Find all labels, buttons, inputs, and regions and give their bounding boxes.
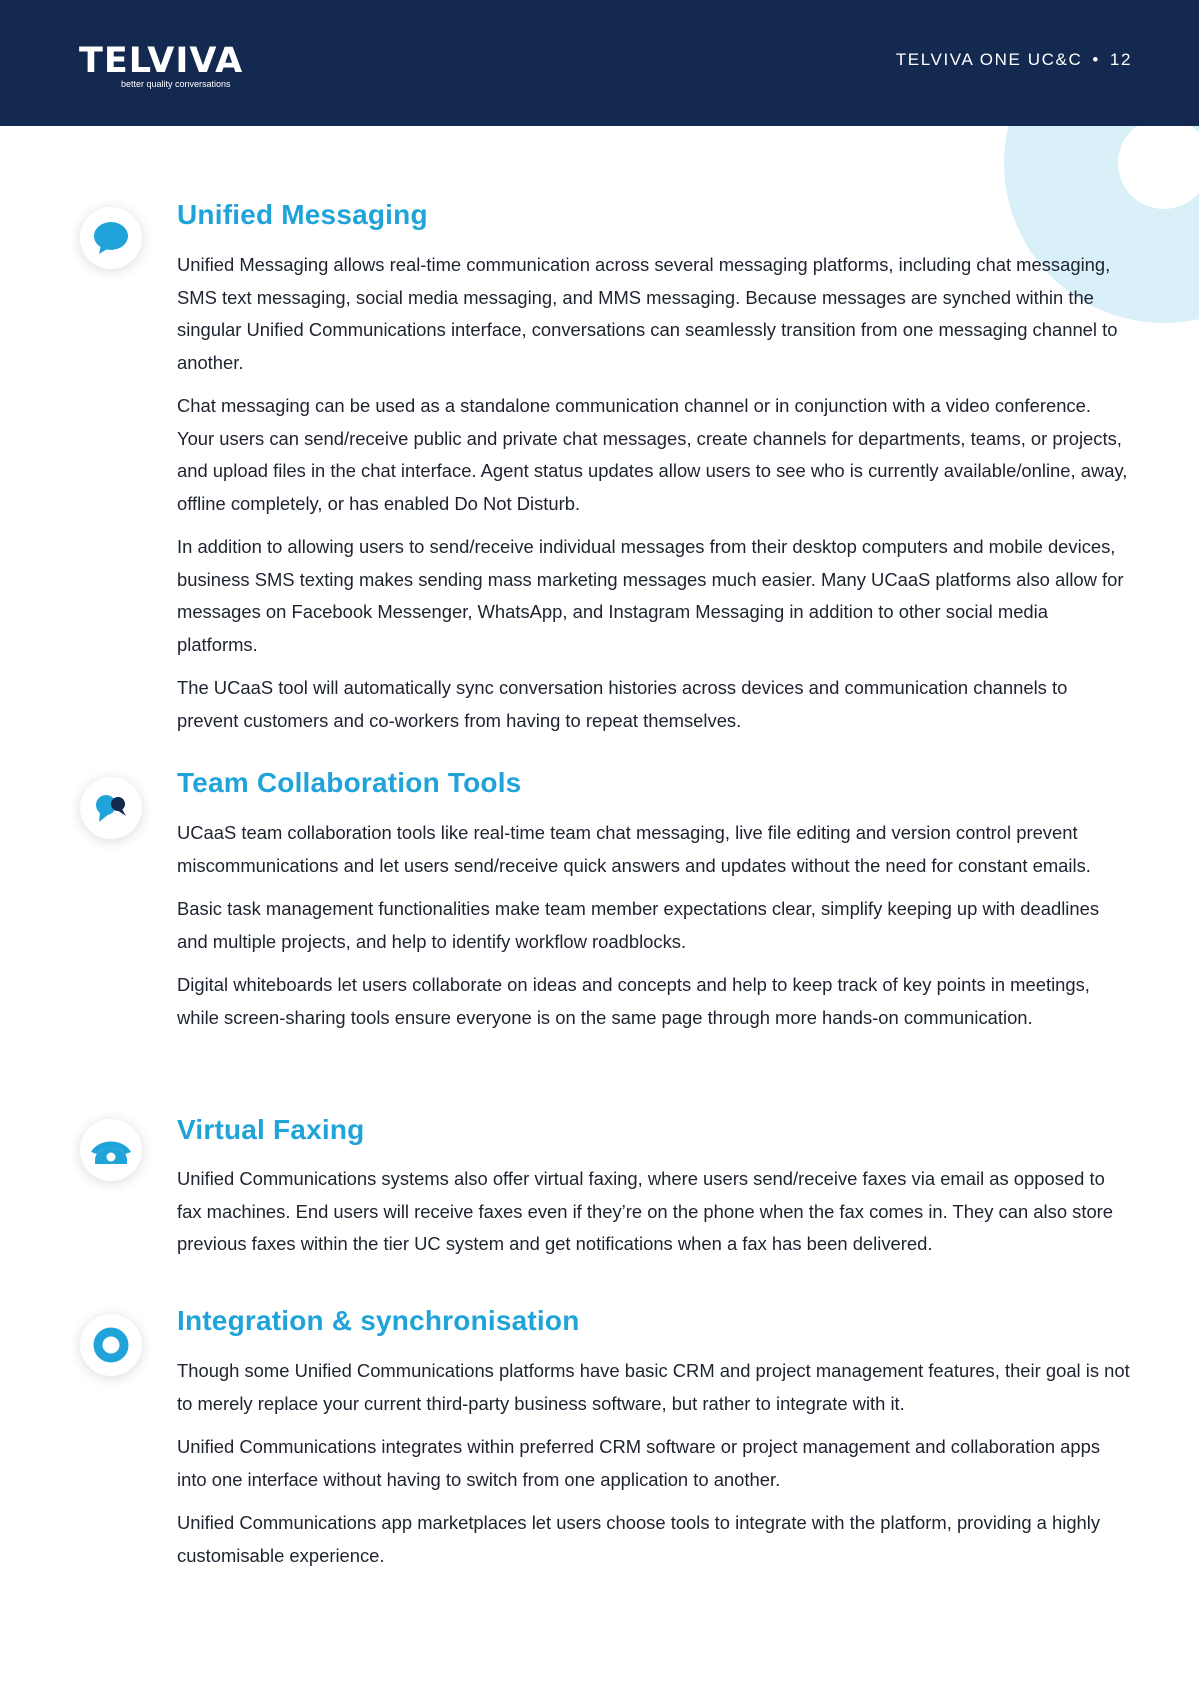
section-body <box>177 1355 1132 1583</box>
logo-wordmark: TELVIVA <box>79 41 244 81</box>
icon-badge <box>80 777 142 839</box>
paragraph: Unified Communications systems also offer virtual faxing, where users send/receive faxes via email as opposed to fax machines. End users will receive faxes even if they’re on the phone when the fax comes in. They can also store previous faxes within the tier UC system and get notifications when a fax has been delivered. <box>177 1168 1114 1254</box>
icon-badge <box>80 207 142 269</box>
section-title: Virtual Faxing <box>177 1114 365 1145</box>
section-title: Integration & synchronisation <box>177 1305 580 1336</box>
paragraph: UCaaS team collaboration tools like real-time team chat messaging, live file editing and version control prevent miscommunications and let users send/receive quick answers and updates without the need for constant emails. <box>177 822 1091 876</box>
paragraph: Unified Communications integrates within preferred CRM software or project management and collaboration apps into one interface without having to switch from one application to another. <box>177 1436 1101 1490</box>
paragraph: The UCaaS tool will automatically sync conversation histories across devices and communication channels to prevent customers and co-workers from having to repeat themselves. <box>177 677 1068 731</box>
logo-tagline: better quality conversations <box>121 79 231 89</box>
page-number: 12 <box>1109 50 1132 69</box>
section-body <box>177 249 1132 748</box>
icon-badge <box>80 1314 142 1376</box>
section-body <box>177 817 1132 1045</box>
paragraph: Chat messaging can be used as a standalone communication channel or in conjunction with a video conference. Your users can send/receive public and private chat messages, create channels for departments, teams, or projects, and upload files in the chat interface. Agent status updates allow users to see who is currently available/online, away, offline completely, or has enabled Do Not Disturb. <box>177 395 1128 514</box>
paragraph: Unified Messaging allows real-time communication across several messaging platforms, including chat messaging, SMS text messaging, social media messaging, and MMS messaging. Because messages are synched within the singular Unified Communications interface, conversations can seamlessly transition from one messaging channel to another. <box>177 254 1118 373</box>
ring-icon <box>91 1325 131 1365</box>
icon-badge <box>80 1119 142 1181</box>
paragraph: Digital whiteboards let users collaborate on ideas and concepts and help to keep track of key points in meetings, while screen-sharing tools ensure everyone is on the same page through more hands-on communication. <box>177 974 1090 1028</box>
paragraph: Unified Communications app marketplaces let users choose tools to integrate with the platform, providing a highly customisable experience. <box>177 1512 1101 1566</box>
collaboration-bubbles-icon <box>91 788 131 828</box>
telephone-icon <box>89 1130 133 1170</box>
paragraph: Though some Unified Communications platforms have basic CRM and project management features, their goal is not to merely replace your current third-party business software, but rather to integrate with it. <box>177 1360 1130 1414</box>
section-body <box>177 1163 1132 1272</box>
section-title: Team Collaboration Tools <box>177 767 522 798</box>
paragraph: In addition to allowing users to send/receive individual messages from their desktop computers and mobile devices, business SMS texting makes sending mass marketing messages much easier. Many UCaaS platforms also allow for messages on Facebook Messenger, WhatsApp, and Instagram Messaging in addition to other social media platforms. <box>177 536 1124 655</box>
section-title: Unified Messaging <box>177 199 428 230</box>
document-title: TELVIVA ONE UC&C <box>895 50 1083 69</box>
chat-bubble-icon <box>91 218 131 258</box>
paragraph: Basic task management functionalities make team member expectations clear, simplify keeping up with deadlines and multiple projects, and help to identify workflow roadblocks. <box>177 898 1100 952</box>
header-separator: • <box>1092 50 1100 69</box>
